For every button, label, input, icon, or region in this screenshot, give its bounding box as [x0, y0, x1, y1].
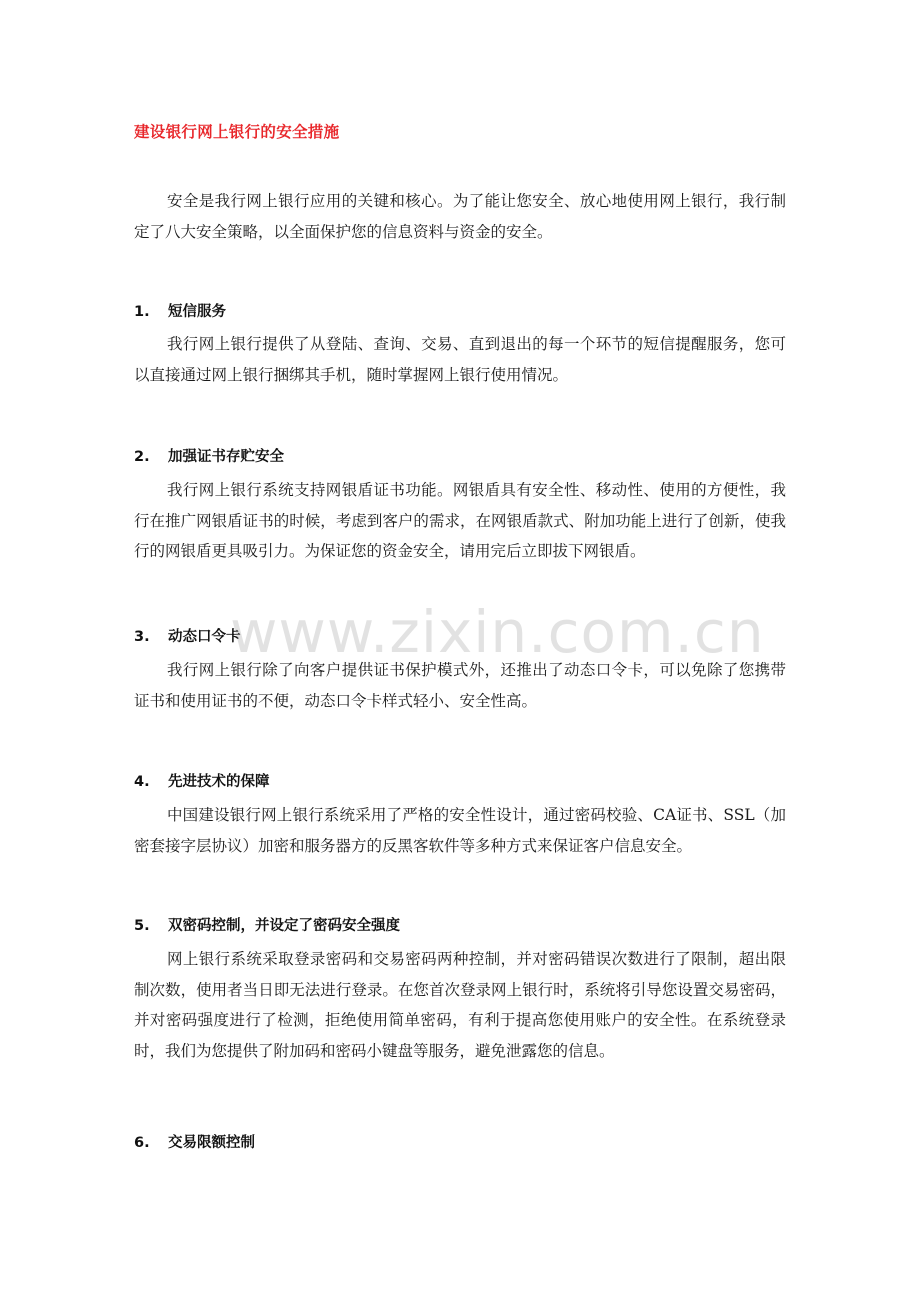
section-5-heading — [134, 914, 400, 935]
section-2-heading — [134, 445, 284, 466]
section-number: 3. — [134, 629, 150, 645]
section-title: 交易限额控制 — [168, 1135, 255, 1151]
section-title: 动态口令卡 — [168, 629, 241, 645]
section-3-body: 我行网上银行除了向客户提供证书保护模式外，还推出了动态口令卡，可以免除了您携带证书和使用证书的不便，动态口令卡样式轻小、安全性高。 — [134, 661, 786, 710]
section-5-body: 网上银行系统采取登录密码和交易密码两种控制，并对密码错误次数进行了限制，超出限制次数，使用者当日即无法进行登录。在您首次登录网上银行时，系统将引导您设置交易密码，并对密码强度进行了检测，拒绝使用简单密码，有利于提高您使用账户的安全性。在系统登录时，我们为您提供了附加码和密码小键盘等服务，避免泄露您的信息。 — [134, 950, 786, 1060]
section-4-body: 中国建设银行网上银行系统采用了严格的安全性设计，通过密码校验、CA证书、SSL（加密套接字层协议）加密和服务器方的反黑客软件等多种方式来保证客户信息安全。 — [134, 806, 786, 855]
watermark: www.zixin.com.cn — [230, 598, 765, 666]
section-title: 加强证书存贮安全 — [168, 449, 284, 465]
section-number: 5. — [134, 918, 150, 934]
section-2-body: 我行网上银行系统支持网银盾证书功能。网银盾具有安全性、移动性、使用的方便性，我行在推广网银盾证书的时候，考虑到客户的需求，在网银盾款式、附加功能上进行了创新，使我行的网银盾更具吸引力。为保证您的资金安全，请用完后立即拔下网银盾。 — [134, 481, 786, 560]
section-number: 6. — [134, 1135, 150, 1151]
section-number: 2. — [134, 449, 150, 465]
section-title: 短信服务 — [168, 304, 226, 320]
section-1-body: 我行网上银行提供了从登陆、查询、交易、直到退出的每一个环节的短信提醒服务，您可以直接通过网上银行捆绑其手机，随时掌握网上银行使用情况。 — [134, 335, 786, 384]
section-number: 4. — [134, 774, 150, 790]
section-4-heading — [134, 770, 270, 791]
intro-paragraph: 安全是我行网上银行应用的关键和核心。为了能让您安全、放心地使用网上银行，我行制定了八大安全策略，以全面保护您的信息资料与资金的安全。 — [134, 192, 786, 241]
section-3-heading — [134, 625, 241, 646]
section-title: 先进技术的保障 — [168, 774, 270, 790]
section-number: 1. — [134, 304, 150, 320]
document-title: 建设银行网上银行的安全措施 — [134, 123, 340, 141]
section-6-heading — [134, 1131, 255, 1152]
section-title: 双密码控制，并设定了密码安全强度 — [168, 918, 400, 934]
section-1-heading — [134, 300, 226, 321]
